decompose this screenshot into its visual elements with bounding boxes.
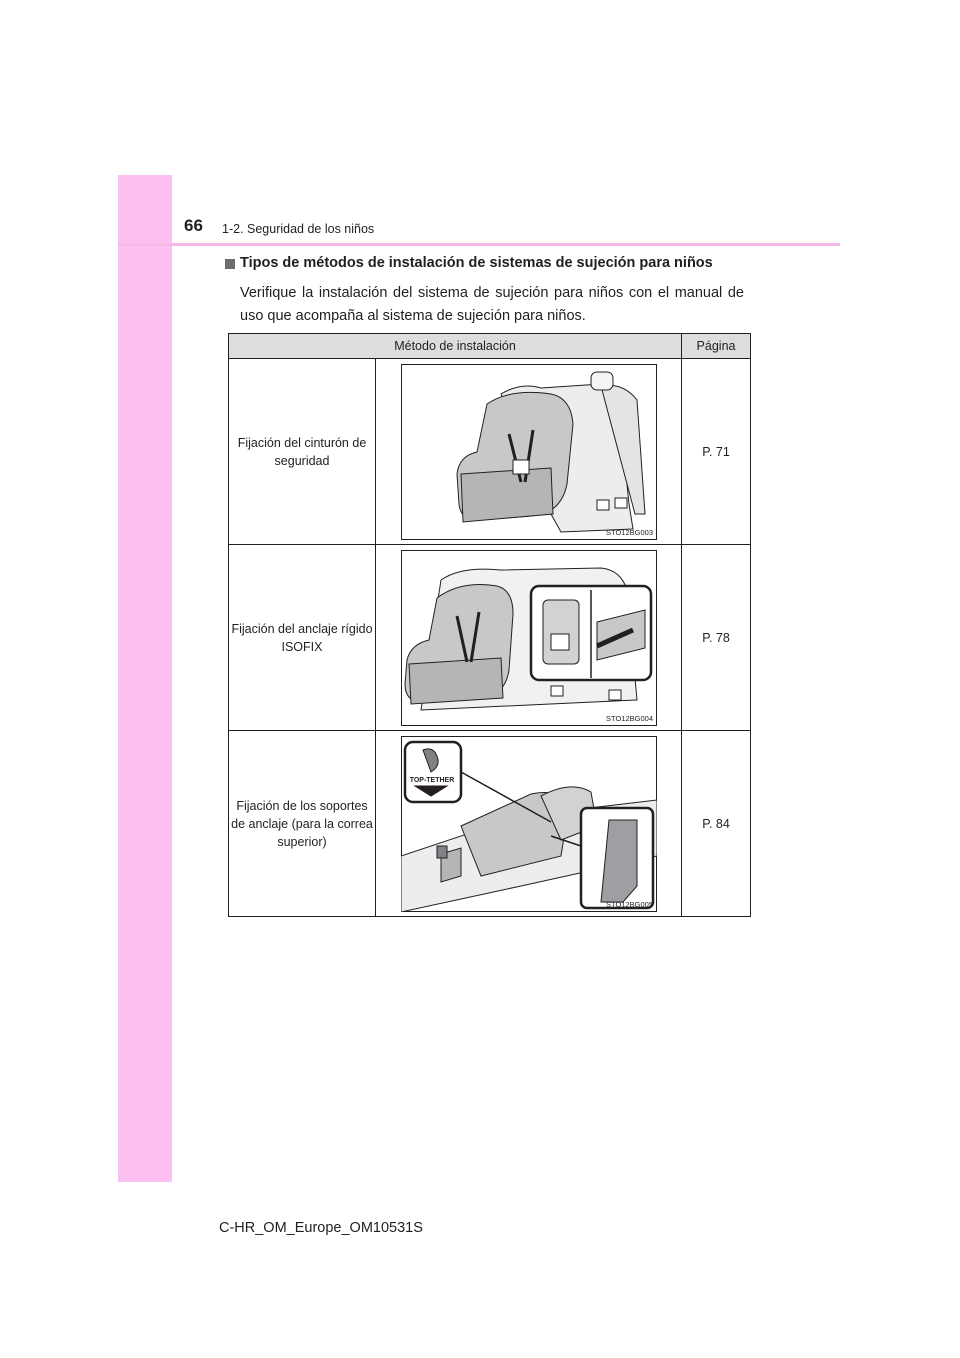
illustration-cell — [376, 545, 682, 731]
document-code: C-HR_OM_Europe_OM10531S — [219, 1220, 423, 1236]
header-rule — [118, 243, 840, 246]
illustration-cell — [376, 359, 682, 545]
illustration-code: STO12BG005 — [605, 899, 653, 909]
method-label: Fijación de los soportes de anclaje (para la correa superior) — [229, 731, 376, 917]
installation-methods-table — [228, 333, 751, 917]
section-title: 1-2. Seguridad de los niños — [222, 222, 375, 236]
method-label: Fijación del anclaje rígido ISOFIX — [229, 545, 376, 731]
page-number: 66 — [184, 216, 203, 235]
square-bullet-icon — [225, 259, 235, 269]
illustration-code: STO12BG004 — [605, 713, 653, 723]
illustration-cell — [376, 731, 682, 917]
illustration-code: STO12BG003 — [605, 527, 653, 537]
header-method: Método de instalación — [229, 334, 682, 359]
method-label: Fijación del cinturón de seguridad — [229, 359, 376, 545]
table-row — [229, 359, 751, 545]
side-color-band — [118, 175, 172, 1182]
intro-paragraph: Verifique la instalación del sistema de sujeción para niños con el manual de uso que acompaña al sistema de sujeción para niños. — [240, 285, 744, 324]
isofix-child-seat-illustration — [401, 550, 657, 726]
top-tether-badge: TOP-TETHER — [409, 776, 454, 784]
page-reference: P. 71 — [682, 359, 751, 545]
table-row — [229, 731, 751, 917]
section-heading: Tipos de métodos de instalación de sistemas de sujeción para niños — [240, 255, 713, 271]
page-reference: P. 78 — [682, 545, 751, 731]
top-tether-child-seat-illustration — [401, 736, 657, 912]
page-reference: P. 84 — [682, 731, 751, 917]
table-row — [229, 545, 751, 731]
seat-belt-child-seat-illustration — [401, 364, 657, 540]
header-page: Página — [682, 334, 751, 359]
table-header-row — [229, 334, 751, 359]
